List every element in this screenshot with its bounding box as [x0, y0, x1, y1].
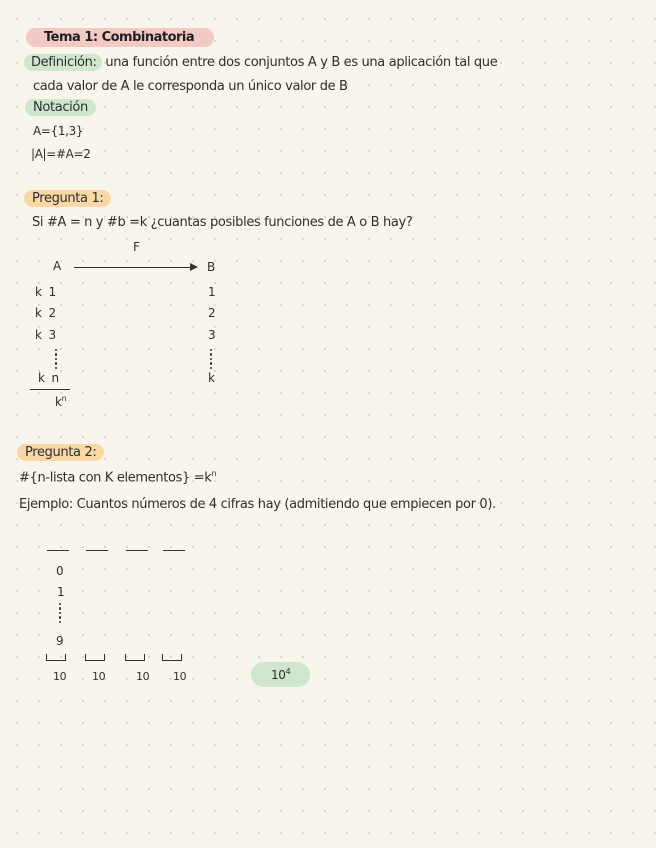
element-label: n	[51, 371, 59, 385]
question-2-label: Pregunta 2:	[17, 444, 104, 461]
page-title: Tema 1: Combinatoria	[26, 28, 214, 47]
left-row-1	[35, 285, 56, 299]
result-ten-power-four	[251, 662, 310, 687]
slot-bracket-4	[162, 654, 182, 661]
slot-value-4: 10	[173, 670, 187, 683]
result-exponent: 4	[285, 667, 291, 676]
slot-bracket-3	[125, 654, 145, 661]
slot-line-3	[126, 550, 148, 551]
nlist-formula-exponent: n	[211, 469, 217, 478]
result-base: k	[55, 395, 62, 409]
slot-line-2	[86, 550, 108, 551]
right-row-2: 2	[208, 306, 216, 320]
left-row-2	[35, 306, 56, 320]
digit-1: 1	[57, 585, 65, 599]
definition-label: Definición:	[24, 54, 102, 71]
left-row-3	[35, 328, 56, 342]
slot-line-4	[163, 550, 185, 551]
right-row-k: k	[208, 371, 215, 385]
slot-value-1: 10	[53, 670, 67, 683]
slot-bracket-1	[46, 654, 66, 661]
vertical-ellipsis-icon	[210, 349, 213, 371]
result-k-power-n	[55, 394, 66, 409]
arrow-head-icon	[190, 263, 198, 271]
function-arrow	[74, 267, 192, 268]
result-underline	[30, 389, 70, 390]
vertical-ellipsis-icon	[59, 603, 62, 625]
nlist-formula-base: #{n-lista con K elementos} =k	[19, 470, 212, 486]
notation-line-2: |A|=#A=2	[31, 147, 91, 161]
k-label: k	[35, 285, 42, 299]
slot-value-3: 10	[136, 670, 150, 683]
definition-line-1	[24, 55, 497, 70]
k-label: k	[38, 371, 45, 385]
element-label: 2	[48, 306, 56, 320]
arrow-label: F	[133, 240, 140, 254]
slot-line-1	[47, 550, 69, 551]
k-label: k	[35, 328, 42, 342]
left-row-n	[38, 371, 59, 385]
vertical-ellipsis-icon	[55, 349, 58, 371]
right-row-1: 1	[208, 285, 216, 299]
result-base: 10	[271, 668, 286, 682]
question-1-label: Pregunta 1:	[24, 190, 111, 207]
slot-value-2: 10	[92, 670, 106, 683]
nlist-formula	[19, 469, 216, 485]
slot-bracket-2	[85, 654, 105, 661]
digit-0: 0	[56, 564, 64, 578]
example-text: Ejemplo: Cuantos números de 4 cifras hay (admitiendo que empiecen por 0).	[19, 497, 496, 512]
set-a-label: A	[53, 259, 61, 273]
set-b-label: B	[207, 260, 215, 274]
definition-text-2: cada valor de A le corresponda un único valor de B	[33, 79, 348, 94]
k-label: k	[35, 306, 42, 320]
definition-text-1: una función entre dos conjuntos A y B es una aplicación tal que	[105, 55, 498, 70]
question-1-text: Si #A = n y #b =k ¿cuantas posibles funciones de A o B hay?	[32, 215, 413, 230]
right-row-3: 3	[208, 328, 216, 342]
notation-line-1: A={1,3}	[33, 124, 84, 138]
element-label: 3	[48, 328, 56, 342]
notation-label: Notación	[25, 99, 96, 116]
element-label: 1	[48, 285, 56, 299]
result-exponent: n	[61, 394, 67, 403]
digit-9: 9	[56, 634, 64, 648]
